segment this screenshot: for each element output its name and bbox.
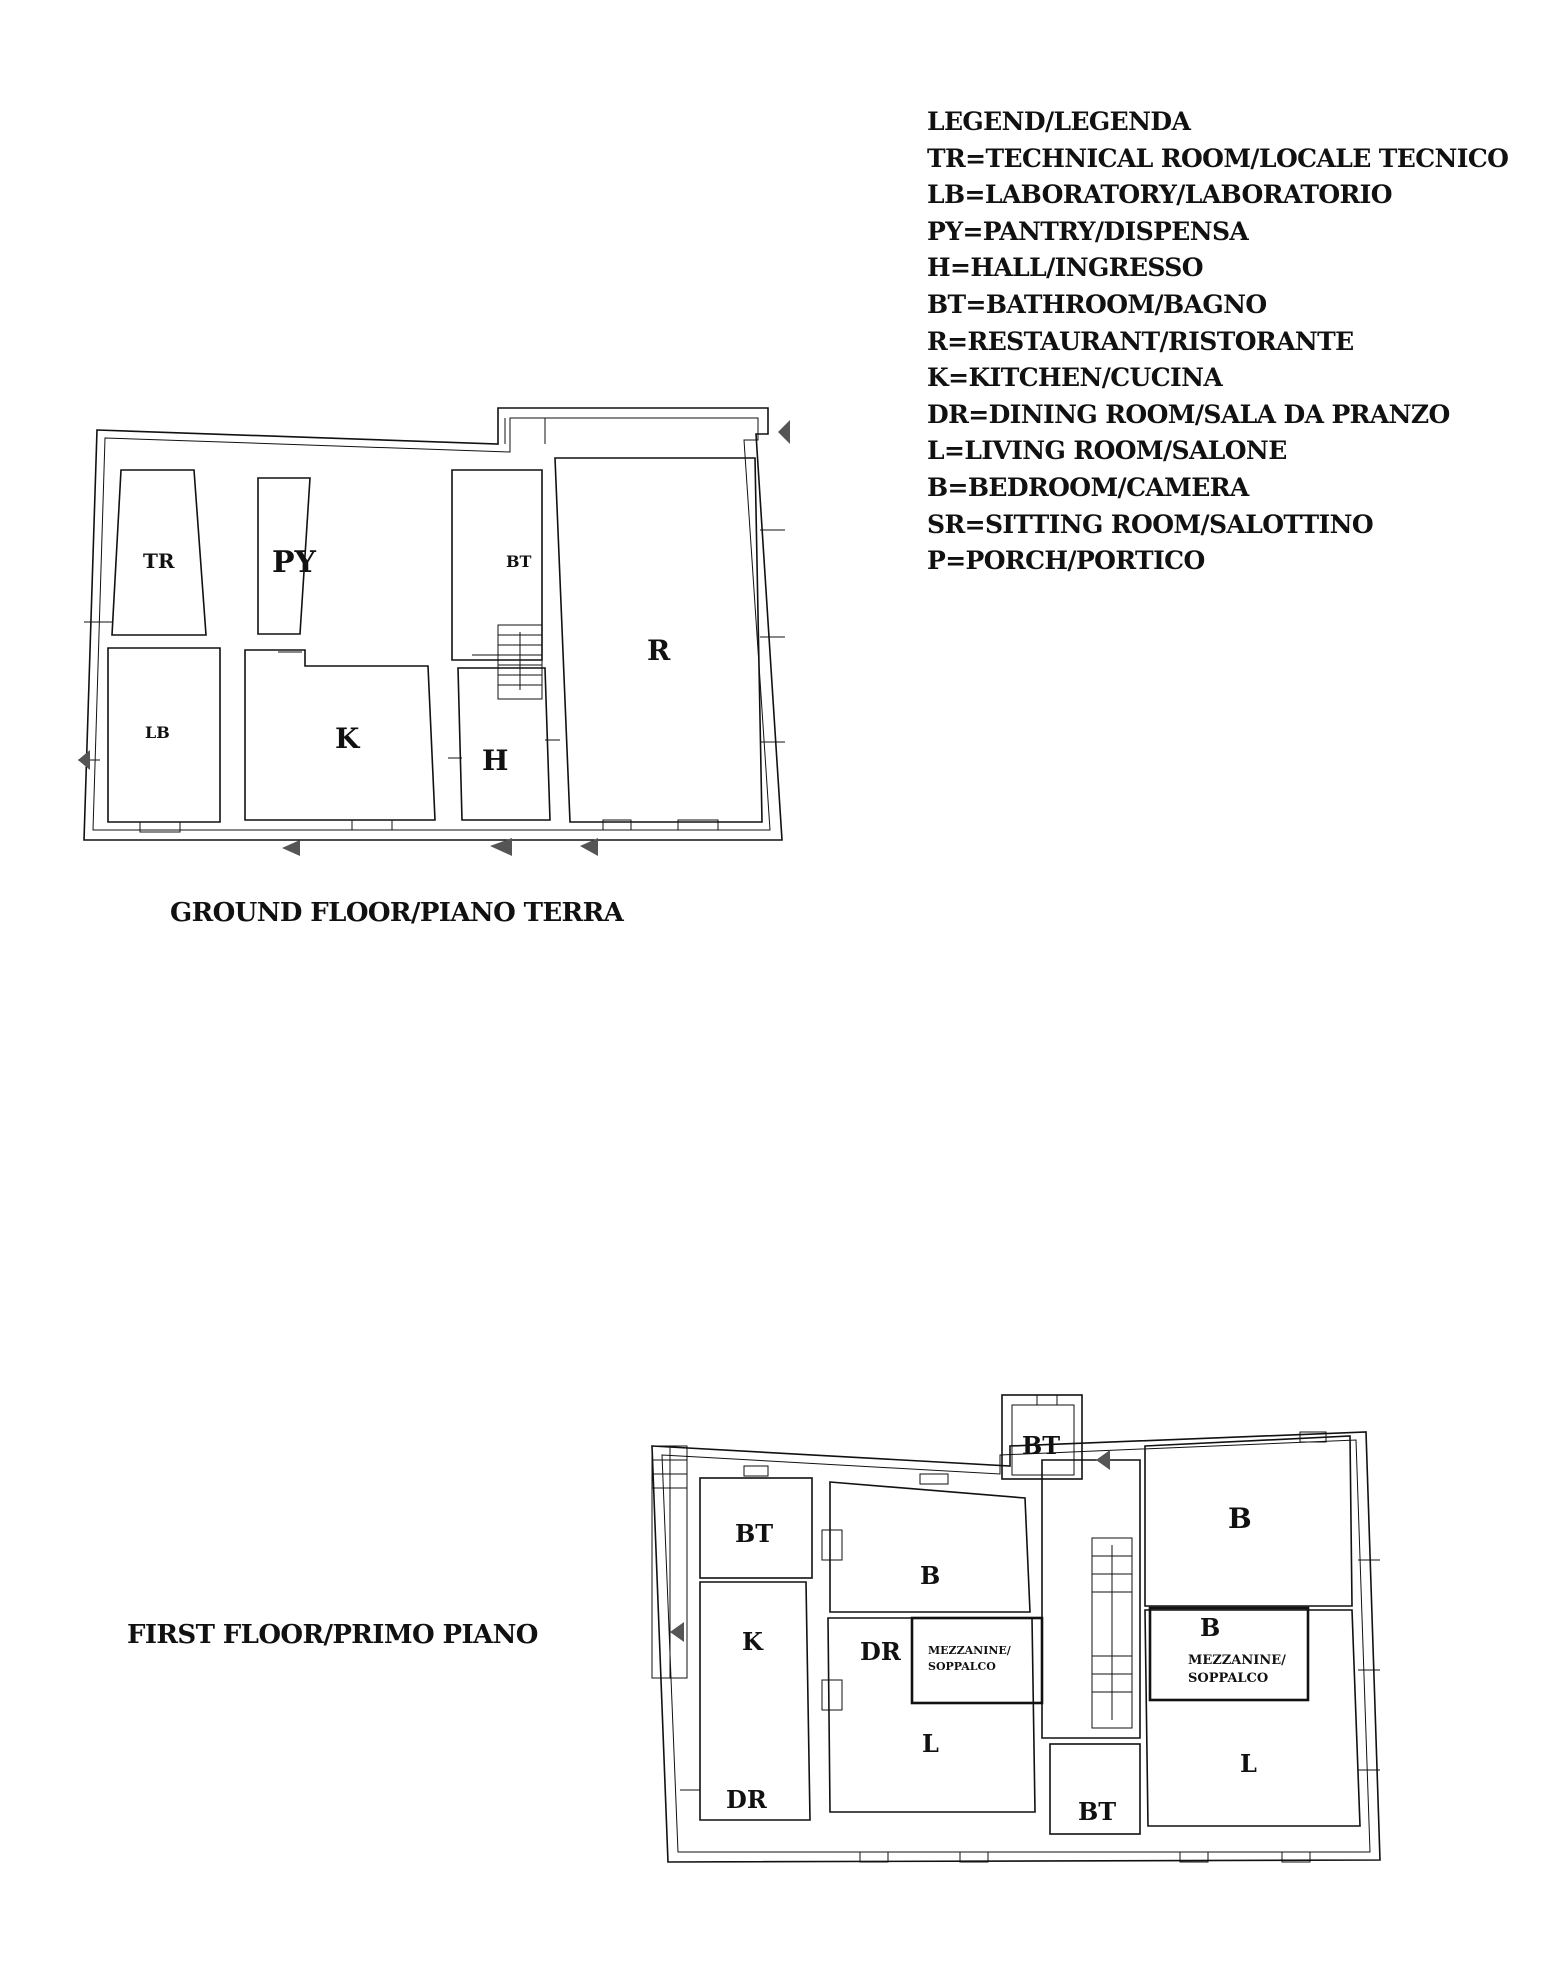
first-floor-title: FIRST FLOOR/PRIMO PIANO bbox=[127, 1620, 538, 1650]
label-k: K bbox=[335, 722, 360, 755]
legend-item: TR=TECHNICAL ROOM/LOCALE TECNICO bbox=[927, 143, 1509, 173]
legend-item: SR=SITTING ROOM/SALOTTINO bbox=[927, 509, 1374, 539]
room-b-center bbox=[830, 1482, 1030, 1612]
door-window-ticks bbox=[680, 1395, 1380, 1862]
label-b-center: B bbox=[920, 1561, 941, 1590]
label-k: K bbox=[742, 1627, 763, 1656]
legend-item: R=RESTAURANT/RISTORANTE bbox=[927, 326, 1354, 356]
legend-item: DR=DINING ROOM/SALA DA PRANZO bbox=[927, 399, 1450, 429]
label-dr-left: DR bbox=[726, 1785, 767, 1814]
label-r: R bbox=[647, 634, 671, 667]
label-h: H bbox=[482, 744, 509, 777]
label-tr: TR bbox=[143, 549, 175, 573]
label-mezzanine-center-2: SOPPALCO bbox=[928, 1660, 996, 1673]
label-mezzanine-center-1: MEZZANINE/ bbox=[928, 1644, 1011, 1657]
legend-item: L=LIVING ROOM/SALONE bbox=[927, 436, 1287, 466]
legend-item: PY=PANTRY/DISPENSA bbox=[927, 216, 1249, 246]
stair-hall bbox=[1042, 1460, 1140, 1738]
label-mezzanine-right-1: MEZZANINE/ bbox=[1188, 1653, 1286, 1668]
stairs bbox=[1092, 1538, 1132, 1728]
legend-title: LEGEND/LEGENDA bbox=[927, 107, 1191, 136]
legend-item: P=PORCH/PORTICO bbox=[927, 546, 1205, 576]
label-b-mid-right: B bbox=[1200, 1613, 1221, 1642]
legend-item: BT=BATHROOM/BAGNO bbox=[927, 289, 1267, 319]
label-py: PY bbox=[272, 545, 316, 580]
label-bt-top: BT bbox=[1022, 1431, 1061, 1460]
room-l-right bbox=[1145, 1610, 1360, 1826]
ground-floor-title: GROUND FLOOR/PIANO TERRA bbox=[170, 898, 624, 928]
label-mezzanine-right-2: SOPPALCO bbox=[1188, 1671, 1269, 1686]
label-dr-center: DR bbox=[860, 1637, 901, 1666]
label-bt: BT bbox=[506, 552, 532, 571]
legend-item: B=BEDROOM/CAMERA bbox=[927, 472, 1249, 502]
legend-item: LB=LABORATORY/LABORATORIO bbox=[927, 180, 1392, 210]
legend-item: H=HALL/INGRESSO bbox=[927, 253, 1203, 283]
label-bt-left: BT bbox=[735, 1519, 774, 1548]
label-b-right: B bbox=[1228, 1502, 1252, 1535]
label-l-right: L bbox=[1240, 1749, 1257, 1778]
label-l-center: L bbox=[922, 1729, 939, 1758]
label-lb: LB bbox=[145, 723, 170, 742]
legend-item: K=KITCHEN/CUCINA bbox=[927, 363, 1223, 393]
label-bt-bottom: BT bbox=[1078, 1797, 1117, 1826]
